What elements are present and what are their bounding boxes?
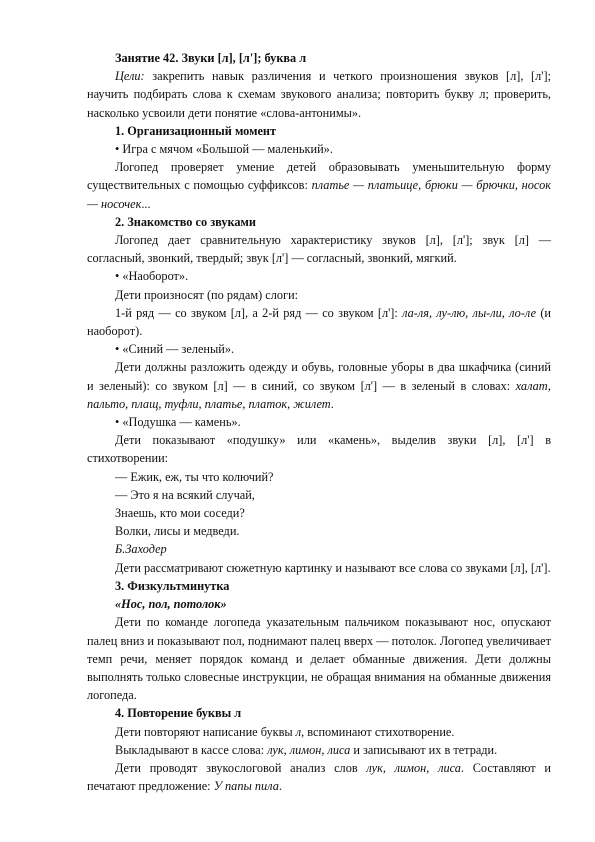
lesson-goals — [87, 67, 551, 122]
section-3-heading: 3. Физкультминутка — [115, 578, 230, 593]
section-2-game-1: • «Наоборот». — [115, 269, 189, 284]
section-2-words: халат, пальто, плащ, туфли, платье, платок, жилет — [87, 378, 551, 411]
section-2-text-3: Дети должны разложить одежду и обувь, головные уборы в два шкафчика (синий и зеленый): со звуком [л] — в синий, со звуком [л'] — в зеленый в словах: халат, пальто, плащ, туфли, платье, платок, жилет. — [87, 360, 551, 411]
lesson-title: Занятие 42. Звуки [л], [л']; буква л — [115, 51, 307, 65]
section-2-rows: 1-й ряд — со звуком [л], а 2-й ряд — со звуком [л']: ла-ля, лу-лю, лы-ли, ло-ле (и наоборот). — [87, 305, 552, 339]
section-2-text-2: Дети произносят (по рядам) слоги: — [115, 287, 299, 302]
section-1-heading: 1. Организационный момент — [115, 123, 277, 138]
section-2-game-2: • «Синий — зеленый». — [115, 342, 235, 357]
poem-line: Знаешь, кто мои соседи? — [115, 506, 245, 521]
section-1-examples: платье — платьице, брюки — брючки, носок — носочек — [87, 178, 551, 211]
section-2-text-4: Дети показывают «подушку» или «камень», выделив звуки [л], [л'] в стихотворении: — [87, 433, 551, 466]
section-4-text-2: Выкладывают в кассе слова: лук, лимон, лиса и записывают их в тетради. — [115, 742, 498, 757]
section-4-heading: 4. Повторение буквы л — [115, 706, 242, 721]
section-4-text-1: Дети повторяют написание буквы л, вспоминают стихотворение. — [115, 724, 455, 739]
section-3-text: Дети по команде логопеда указательным пальчиком показывают нос, опускают палец вниз и показывают пол, поднимают палец вверх — потолок. Логопед увеличивает темп речи, меняет порядок команд и делает обманные движения. Дети должны выполнять только словесные инструкции, не обращая внимания на обманные движения логопеда. — [87, 615, 551, 703]
poem-line: — Ежик, еж, ты что колючий? — [115, 469, 274, 484]
section-3-subheading: «Нос, пол, потолок» — [115, 597, 227, 612]
section-2-text-1: Логопед дает сравнительную характеристику звуков [л], [л']; звук [л] — согласный, звонкий, твердый; звук [л'] — согласный, звонкий, мягкий. — [87, 233, 551, 266]
poem-line: Волки, лисы и медведи. — [115, 524, 240, 539]
document-page — [87, 49, 551, 795]
section-2-heading: 2. Знакомство со звуками — [115, 214, 257, 229]
section-1-text: Логопед проверяет умение детей образовывать уменьшительную форму существительных с помощью суффиксов: платье — платьице, брюки — брючки, носок — носочек... — [87, 160, 551, 211]
poem-author: Б.Заходер — [115, 542, 167, 557]
goals-label: Цели: — [115, 69, 145, 84]
section-4-text-3: Дети проводят звукослоговой анализ слов лук, лимон, лиса. Составляют и печатают предложение: У папы пила. — [87, 760, 551, 794]
section-2-syllables: ла-ля, лу-лю, лы-ли, ло-ле — [402, 305, 537, 320]
section-2-text-5: Дети рассматривают сюжетную картинку и называют все слова со звуками [л], [л']. — [115, 560, 551, 575]
section-1-game: • Игра с мячом «Большой — маленький». — [115, 142, 333, 157]
section-2-game-3: • «Подушка — камень». — [115, 415, 241, 430]
goals-text: закрепить навык различения и четкого произношения звуков [л], [л']; научить подбирать слова к схемам звукового анализа; повторить букву л; проверить, насколько усвоили дети понятие «слова-антонимы». — [87, 69, 551, 120]
poem-line: — Это я на всякий случай, — [115, 487, 255, 502]
